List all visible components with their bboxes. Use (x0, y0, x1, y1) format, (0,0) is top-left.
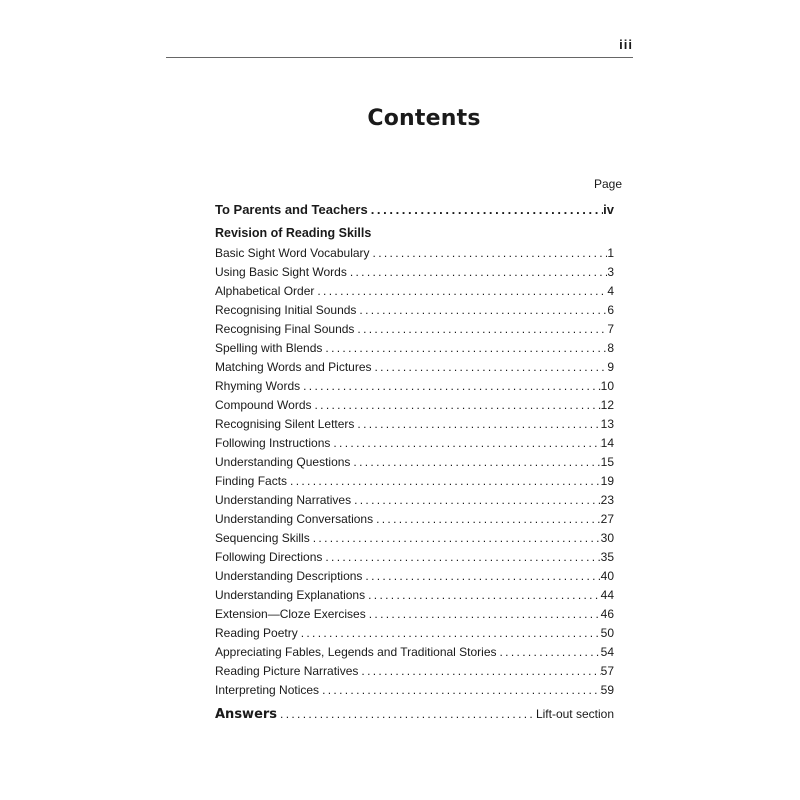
dot-leader (322, 548, 600, 567)
toc-entry[interactable] (215, 358, 614, 377)
toc-entry-page: 59 (600, 683, 614, 697)
dot-leader (358, 662, 600, 681)
toc-entry-page: 46 (600, 607, 614, 621)
toc-entry-page: 15 (600, 455, 614, 469)
toc-entry-label: Following Directions (215, 550, 323, 564)
toc-entry[interactable] (215, 320, 614, 339)
toc-entry[interactable] (215, 605, 614, 624)
toc-entry-page: 19 (600, 474, 614, 488)
toc-entry-page: 12 (600, 398, 614, 412)
toc-entry[interactable] (215, 510, 614, 529)
toc-entry[interactable] (215, 244, 614, 263)
dot-leader (356, 301, 607, 320)
toc-entry-label: Appreciating Fables, Legends and Traditional Stories (215, 645, 497, 659)
toc-entry[interactable] (215, 415, 614, 434)
toc-entry[interactable] (215, 396, 614, 415)
toc-entry-label: Understanding Conversations (215, 512, 374, 526)
toc-entry-label: Sequencing Skills (215, 531, 310, 545)
toc-entry-label: Interpreting Notices (215, 683, 320, 697)
dot-leader (322, 339, 607, 358)
dot-leader (373, 510, 601, 529)
dot-leader (298, 624, 601, 643)
dot-leader (314, 282, 607, 301)
dot-leader (347, 263, 607, 282)
toc-entry-label: Rhyming Words (215, 379, 301, 393)
dot-leader (365, 586, 601, 605)
toc-entry[interactable] (215, 377, 614, 396)
toc-entry-label: Alphabetical Order (215, 284, 315, 298)
dot-leader (368, 199, 603, 221)
dot-leader (319, 681, 601, 700)
toc-entry[interactable] (215, 491, 614, 510)
dot-leader (354, 320, 607, 339)
toc-entry[interactable] (215, 567, 614, 586)
toc-entry-page: 44 (600, 588, 614, 602)
toc-entry-page: 54 (600, 645, 614, 659)
toc-entry-page: 23 (600, 493, 614, 507)
toc-entry-answers[interactable] (215, 705, 614, 724)
toc-entry[interactable] (215, 282, 614, 301)
toc-entry-page: 30 (600, 531, 614, 545)
dot-leader (287, 472, 601, 491)
toc-entry-label: Recognising Silent Letters (215, 417, 355, 431)
dot-leader (312, 396, 601, 415)
toc-entry-page: 1 (607, 246, 614, 260)
toc-entry-label: Extension—Cloze Exercises (215, 607, 366, 621)
dot-leader (300, 377, 601, 396)
toc-entry-label: Compound Words (215, 398, 312, 412)
dot-leader (330, 434, 600, 453)
toc-entry-label: Finding Facts (215, 474, 288, 488)
toc-entry-page: 27 (600, 512, 614, 526)
toc-entry-page: 35 (600, 550, 614, 564)
toc-entry-label: Recognising Final Sounds (215, 322, 355, 336)
toc-entry-label: Reading Picture Narratives (215, 664, 359, 678)
toc-entry-label: Reading Poetry (215, 626, 298, 640)
toc-entry[interactable] (215, 548, 614, 567)
toc-entry-label: Basic Sight Word Vocabulary (215, 246, 370, 260)
dot-leader (277, 705, 536, 724)
toc-entry-page: 40 (600, 569, 614, 583)
toc-entry-page: 14 (600, 436, 614, 450)
toc-entry-label: Recognising Initial Sounds (215, 303, 357, 317)
dot-leader (354, 415, 600, 434)
page-column-label: Page (593, 177, 622, 191)
toc-entry-page: 57 (600, 664, 614, 678)
page-number: iii (619, 37, 633, 52)
toc-entry[interactable] (215, 662, 614, 681)
dot-leader (372, 358, 608, 377)
toc-entry-label: Understanding Descriptions (215, 569, 363, 583)
page-title: Contents (367, 106, 481, 131)
toc-entry-parents[interactable] (215, 199, 614, 221)
toc-entry-page: 10 (600, 379, 614, 393)
dot-leader (350, 453, 600, 472)
toc-entry-list (215, 244, 614, 700)
toc-entry-page: 3 (607, 265, 614, 279)
toc-entry[interactable] (215, 586, 614, 605)
toc-entry[interactable] (215, 643, 614, 662)
dot-leader (366, 605, 601, 624)
toc-entry-page: 6 (607, 303, 614, 317)
toc-entry-label: To Parents and Teachers (215, 202, 368, 217)
toc-entry-page: 13 (600, 417, 614, 431)
toc-entry-label: Following Instructions (215, 436, 331, 450)
toc-entry-label: Understanding Explanations (215, 588, 366, 602)
toc-entry[interactable] (215, 301, 614, 320)
toc-entry-page: 8 (607, 341, 614, 355)
dot-leader (310, 529, 601, 548)
toc-entry[interactable] (215, 263, 614, 282)
toc-entry-label: Spelling with Blends (215, 341, 323, 355)
toc-entry-page: Lift-out section (535, 707, 614, 721)
toc-entry[interactable] (215, 624, 614, 643)
toc-entry[interactable] (215, 472, 614, 491)
toc-entry-label: Understanding Questions (215, 455, 351, 469)
toc-entry-page: 4 (607, 284, 614, 298)
table-of-contents (215, 199, 614, 724)
dot-leader (497, 643, 601, 662)
header-rule (166, 57, 633, 58)
toc-entry-page: 50 (600, 626, 614, 640)
toc-entry-label: Answers (215, 707, 278, 722)
toc-entry-label: Understanding Narratives (215, 493, 352, 507)
toc-entry[interactable] (215, 681, 614, 700)
toc-entry[interactable] (215, 453, 614, 472)
toc-entry-page: iv (603, 202, 614, 217)
toc-entry-label: Using Basic Sight Words (215, 265, 347, 279)
dot-leader (351, 491, 601, 510)
dot-leader (370, 244, 608, 263)
toc-entry-page: 9 (607, 360, 614, 374)
toc-entry-label: Matching Words and Pictures (215, 360, 372, 374)
section-heading: Revision of Reading Skills (215, 226, 372, 240)
dot-leader (362, 567, 600, 586)
toc-entry[interactable] (215, 434, 614, 453)
toc-entry[interactable] (215, 529, 614, 548)
toc-entry[interactable] (215, 339, 614, 358)
toc-entry-page: 7 (607, 322, 614, 336)
